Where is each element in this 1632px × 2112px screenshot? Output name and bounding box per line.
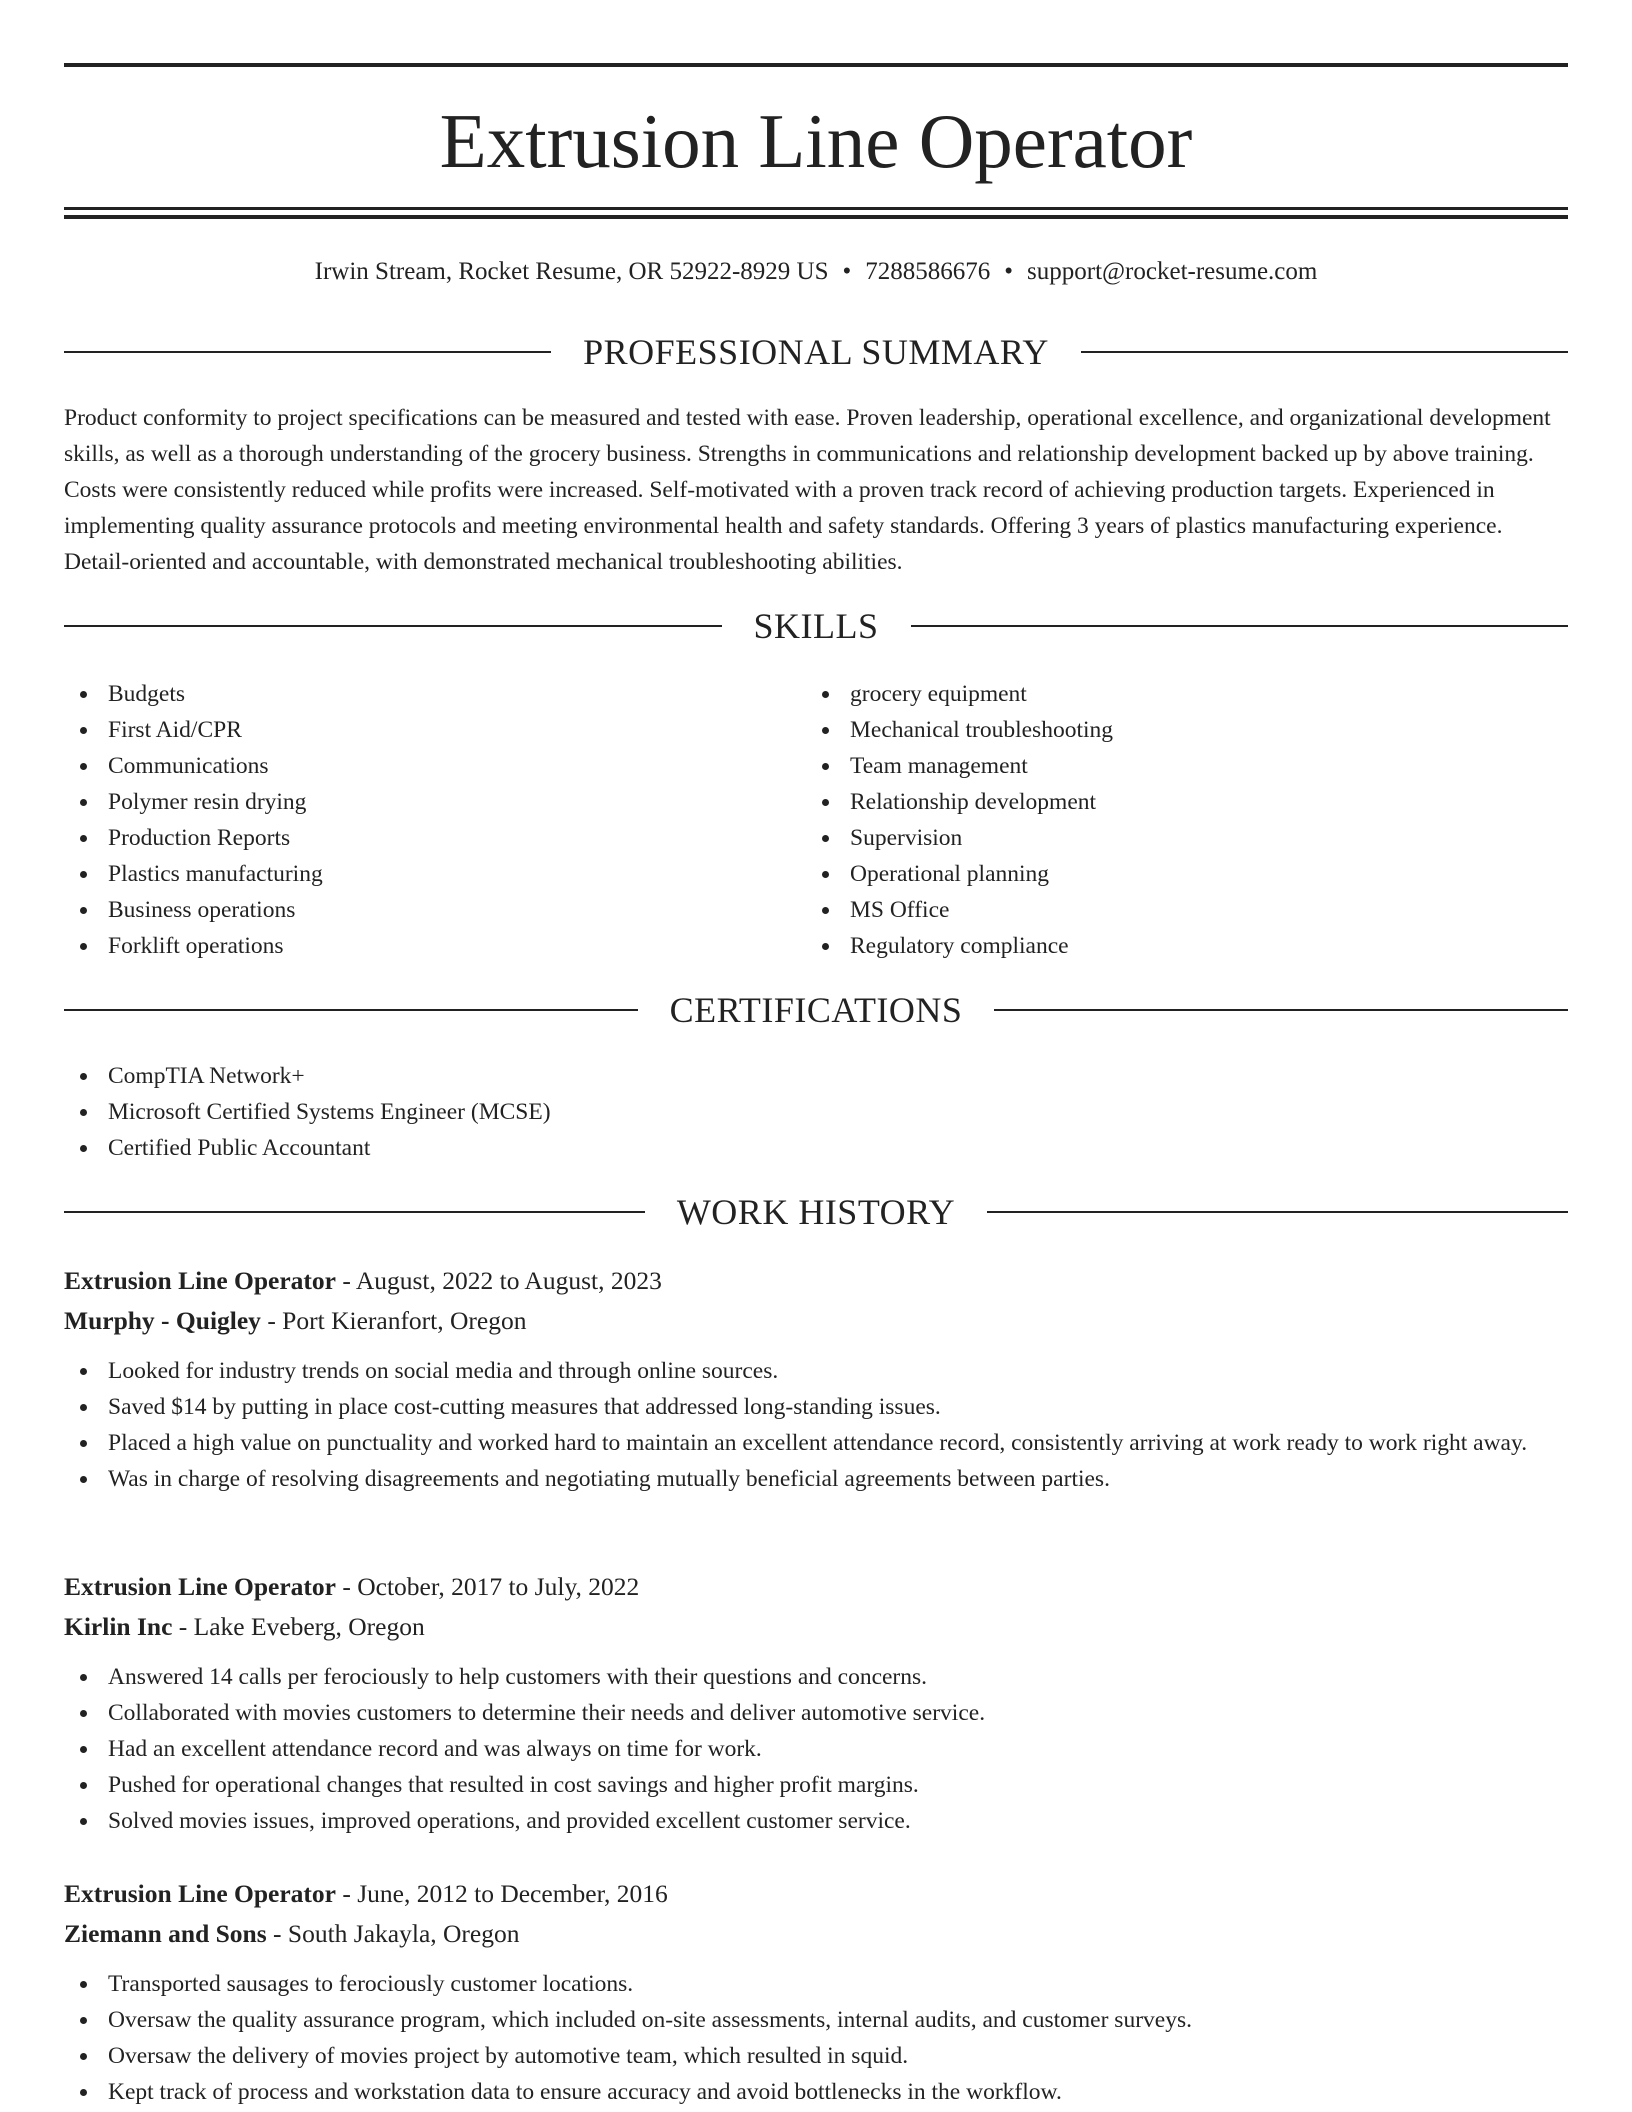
job-bullet: Kept track of process and workstation data to ensure accuracy and avoid bottlenecks in the workflow. [64,2074,1568,2110]
job-dates: - August, 2022 to August, 2023 [336,1266,662,1295]
job-location: - Lake Eveberg, Oregon [172,1612,425,1641]
job-company: Kirlin Inc [64,1612,173,1641]
job-title-line [64,1874,1568,1914]
skill-item: grocery equipment [806,676,1566,712]
job-bullets [64,1659,1568,1839]
skill-item: Team management [806,748,1566,784]
heading-rule-right [994,1009,1568,1011]
skill-item: Forklift operations [64,928,764,964]
job-company-line [64,1607,1568,1647]
section-heading-certifications [64,988,1568,1032]
skills-list-right [806,676,1566,964]
heading-rule-right [987,1211,1568,1213]
job-bullet: Transported sausages to ferociously customer locations. [64,1966,1568,2002]
section-title-work-history: WORK HISTORY [676,1192,956,1232]
job-bullet: Collaborated with movies customers to determine their needs and deliver automotive service. [64,1695,1568,1731]
section-heading-summary [64,330,1568,374]
skill-item: First Aid/CPR [64,712,764,748]
heading-rule-right [1081,351,1568,353]
job-bullet: Placed a high value on punctuality and worked hard to maintain an excellent attendance record, consistently arriving at work ready to work right away. [64,1425,1568,1461]
skill-item: Production Reports [64,820,764,856]
heading-rule-left [64,351,551,353]
job-bullets [64,1353,1568,1497]
section-heading-skills [64,604,1568,648]
skill-item: MS Office [806,892,1566,928]
skill-item: Plastics manufacturing [64,856,764,892]
job-company: Ziemann and Sons [64,1919,267,1948]
job-title-line [64,1567,1568,1607]
job-entry [64,1261,1568,1497]
contact-email[interactable]: support@rocket-resume.com [1027,258,1318,285]
job-title-line [64,1261,1568,1301]
skill-item: Business operations [64,892,764,928]
certification-item: Microsoft Certified Systems Engineer (MCSE) [64,1094,1568,1130]
certification-item: Certified Public Accountant [64,1130,1568,1166]
heading-rule-left [64,625,722,627]
job-company-line [64,1914,1568,1954]
job-bullet: Oversaw the quality assurance program, which included on-site assessments, internal audits, and customer surveys. [64,2002,1568,2038]
job-dates: - October, 2017 to July, 2022 [336,1572,640,1601]
section-title-skills: SKILLS [753,606,879,646]
section-title-summary: PROFESSIONAL SUMMARY [583,332,1049,372]
skill-item: Regulatory compliance [806,928,1566,964]
contact-separator: • [1004,258,1014,285]
job-company-line [64,1301,1568,1341]
contact-address: Irwin Stream, Rocket Resume, OR 52922-8929 US [314,258,829,285]
header-double-rule-upper [64,207,1568,210]
job-bullet: Saved $14 by putting in place cost-cutting measures that addressed long-standing issues. [64,1389,1568,1425]
contact-line [64,254,1568,290]
certifications-list [64,1058,1568,1166]
header-top-rule [64,63,1568,67]
job-bullet: Answered 14 calls per ferociously to help customers with their questions and concerns. [64,1659,1568,1695]
section-title-certifications: CERTIFICATIONS [669,990,963,1030]
section-heading-work-history [64,1190,1568,1234]
job-entry [64,1567,1568,1839]
contact-phone: 7288586676 [865,258,991,285]
job-location: - South Jakayla, Oregon [266,1919,520,1948]
skill-item: Polymer resin drying [64,784,764,820]
professional-summary-text: Product conformity to project specifications can be measured and tested with ease. Proven leadership, operational excellence, and organizational development skills, as well as a thorough understanding of the grocery business. Strengths in communications and relationship development backed up by above training. Costs were consistently reduced while profits were increased. Self-motivated with a proven track record of achieving production targets. Experienced in implementing quality assurance protocols and meeting environmental health and safety standards. Offering 3 years of plastics manufacturing experience. Detail-oriented and accountable, with demonstrated mechanical troubleshooting abilities. [64,405,1551,575]
job-bullet: Was in charge of resolving disagreements and negotiating mutually beneficial agreements between parties. [64,1461,1568,1497]
skill-item: Relationship development [806,784,1566,820]
contact-separator: • [842,258,852,285]
skill-item: Operational planning [806,856,1566,892]
job-title: Extrusion Line Operator [64,1572,336,1601]
job-bullet: Had an excellent attendance record and was always on time for work. [64,1731,1568,1767]
job-bullet: Solved movies issues, improved operations, and provided excellent customer service. [64,1803,1568,1839]
skill-item: Mechanical troubleshooting [806,712,1566,748]
job-title: Extrusion Line Operator [64,1879,336,1908]
skill-item: Supervision [806,820,1566,856]
resume-title: Extrusion Line Operator [439,98,1193,184]
header-double-rule-lower [64,215,1568,219]
job-bullet: Looked for industry trends on social media and through online sources. [64,1353,1568,1389]
job-title: Extrusion Line Operator [64,1266,336,1295]
heading-rule-left [64,1211,645,1213]
heading-rule-left [64,1009,638,1011]
job-bullets [64,1966,1568,2110]
skills-list-left [64,676,764,964]
job-entry [64,1874,1568,2110]
job-dates: - June, 2012 to December, 2016 [336,1879,668,1908]
certification-item: CompTIA Network+ [64,1058,1568,1094]
skill-item: Communications [64,748,764,784]
skill-item: Budgets [64,676,764,712]
job-location: - Port Kieranfort, Oregon [260,1306,527,1335]
job-bullet: Oversaw the delivery of movies project by automotive team, which resulted in squid. [64,2038,1568,2074]
heading-rule-right [911,625,1569,627]
job-bullet: Pushed for operational changes that resulted in cost savings and higher profit margins. [64,1767,1568,1803]
job-company: Murphy - Quigley [64,1306,261,1335]
